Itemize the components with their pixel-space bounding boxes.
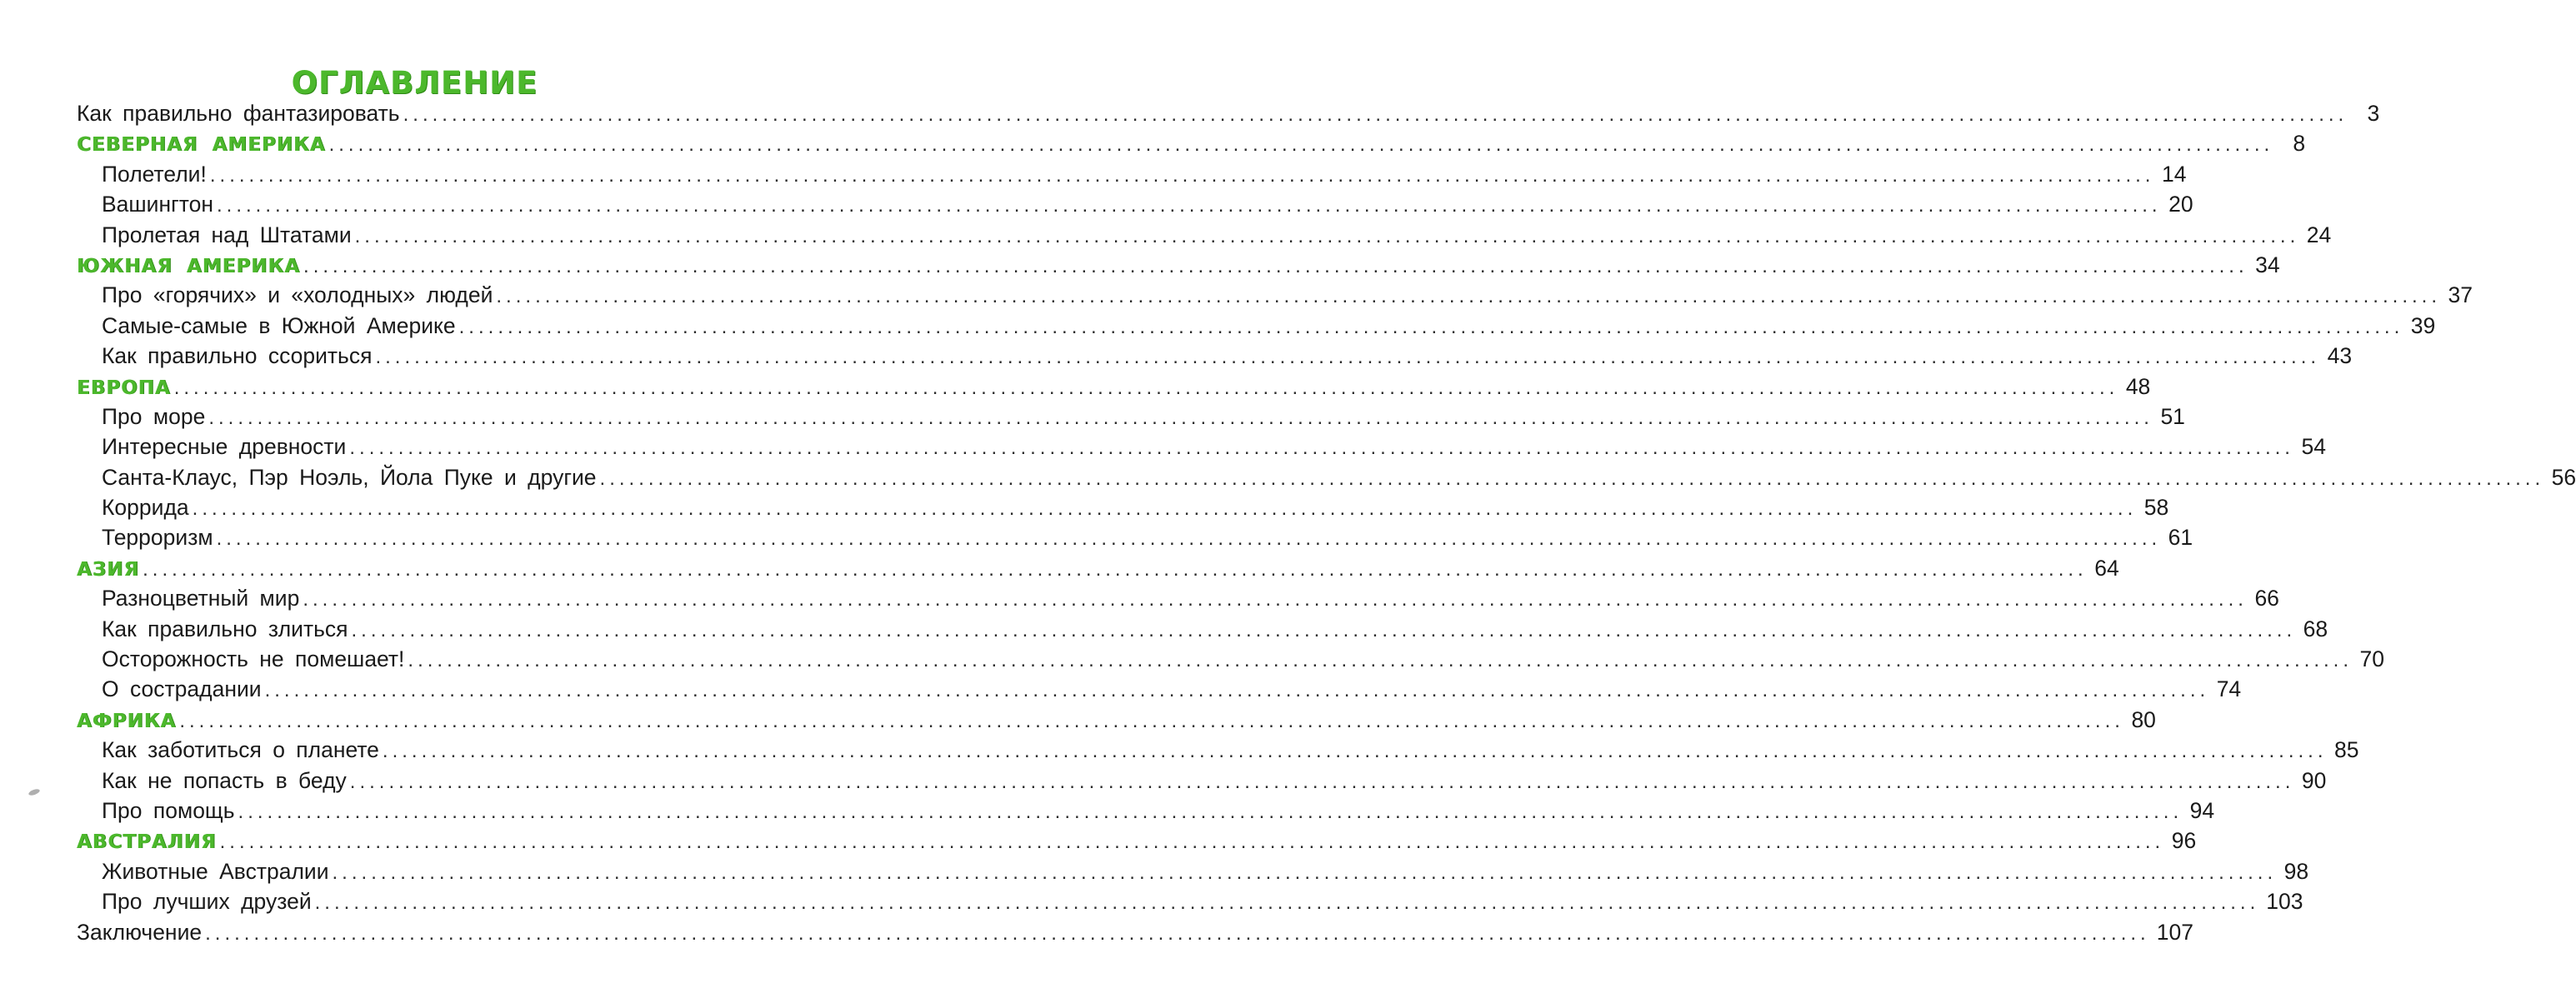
page-title: ОГЛАВЛЕНИЕ — [291, 64, 538, 101]
toc-entry-row — [77, 280, 2473, 310]
page-number: 56 — [2551, 464, 2576, 490]
toc-entry-row — [77, 220, 2332, 250]
toc-section-row — [77, 705, 2156, 735]
dot-leader: ........................................................................................................................................................................................................ — [328, 133, 2274, 157]
entry-title: Как заботиться о планете — [102, 737, 379, 763]
page-number: 90 — [2301, 767, 2327, 793]
toc-entry-row — [77, 796, 2215, 826]
page-number: 107 — [2156, 919, 2193, 945]
page-number: 66 — [2254, 586, 2279, 611]
entry-title: Животные Австралии — [102, 858, 329, 884]
toc-entry-row — [77, 402, 2185, 432]
entry-title: Разноцветный мир — [102, 586, 300, 611]
dot-leader: ........................................................................................................................................................................................................ — [238, 800, 2183, 823]
page-number: 98 — [2283, 858, 2309, 884]
entry-title: Как правильно фантазировать — [77, 101, 400, 126]
entry-title: Заключение — [77, 919, 203, 945]
page-number: 68 — [2303, 616, 2328, 641]
page-number: 37 — [2448, 282, 2473, 308]
toc-entry-row — [77, 462, 2576, 492]
section-title: СЕВЕРНАЯ АМЕРИКА — [77, 134, 326, 157]
entry-title: Как правильно ссориться — [102, 343, 373, 369]
entry-title: Полетели! — [102, 161, 207, 187]
section-title: АФРИКА — [77, 710, 177, 732]
page-number: 51 — [2160, 403, 2185, 429]
toc-entry-row — [77, 766, 2327, 796]
dot-leader: ........................................................................................................................................................................................................ — [303, 588, 2248, 611]
toc-section-row — [77, 826, 2197, 856]
toc-entry-row — [77, 674, 2242, 704]
page-number: 14 — [2161, 161, 2187, 187]
page-number: 24 — [2306, 222, 2332, 247]
dot-leader: ........................................................................................................................................................................................................ — [349, 770, 2295, 793]
toc-entry-row — [77, 886, 2303, 916]
page-number: 61 — [2168, 525, 2193, 551]
dot-leader: ........................................................................................................................................................................................................ — [143, 557, 2088, 581]
entry-title: Про лучших друзей — [102, 889, 312, 915]
page-number: 3 — [2367, 101, 2380, 126]
page-number: 20 — [2168, 192, 2193, 217]
dot-leader: ........................................................................................................................................................................................................ — [303, 254, 2248, 277]
toc-entry-row — [77, 522, 2193, 552]
page-number: 85 — [2334, 737, 2359, 763]
toc-entry-row — [77, 492, 2169, 522]
page-number: 43 — [2327, 343, 2353, 369]
toc-entry-row — [77, 311, 2436, 341]
dot-leader: ........................................................................................................................................................................................................ — [314, 891, 2260, 915]
dot-leader: ........................................................................................................................................................................................................ — [458, 315, 2404, 338]
dot-leader: ........................................................................................................................................................................................................ — [209, 163, 2155, 187]
entry-title: Вашингтон — [102, 192, 213, 217]
toc-section-row — [77, 372, 2151, 402]
page-number: 94 — [2189, 797, 2215, 823]
dot-leader: ........................................................................................................................................................................................................ — [173, 376, 2119, 399]
section-title: ЮЖНАЯ АМЕРИКА — [77, 255, 301, 277]
entry-title: Санта-Клаус, Пэр Ноэль, Йола Пуке и другие — [102, 464, 597, 490]
entry-title: О сострадании — [102, 676, 262, 702]
dot-leader: ........................................................................................................................................................................................................ — [179, 709, 2124, 732]
entry-title: Терроризм — [102, 525, 213, 551]
dot-leader: ........................................................................................................................................................................................................ — [217, 194, 2162, 217]
dot-leader: ........................................................................................................................................................................................................ — [496, 285, 2441, 308]
dot-leader: ........................................................................................................................................................................................................ — [349, 437, 2294, 460]
dot-leader: ........................................................................................................................................................................................................ — [192, 497, 2138, 521]
page-number: 54 — [2301, 434, 2326, 460]
toc-entry-row — [77, 583, 2279, 613]
page-number: 48 — [2125, 373, 2151, 399]
dot-leader: ........................................................................................................................................................................................................ — [216, 527, 2162, 551]
dot-leader: ........................................................................................................................................................................................................ — [219, 831, 2165, 854]
dot-leader: ........................................................................................................................................................................................................ — [208, 406, 2153, 429]
page-number: 74 — [2216, 676, 2242, 702]
print-speck — [28, 788, 40, 796]
section-title: АВСТРАЛИЯ — [77, 831, 217, 854]
dot-leader: ........................................................................................................................................................................................................ — [264, 679, 2210, 702]
toc-entry-row — [77, 159, 2187, 189]
page-number: 34 — [2255, 252, 2280, 277]
toc-entry-row — [77, 856, 2309, 886]
toc-entry-row — [77, 614, 2328, 644]
entry-title: Самые-самые в Южной Америке — [102, 312, 456, 338]
entry-title: Про «горячих» и «холодных» людей — [102, 282, 493, 308]
toc-section-row — [77, 128, 2306, 158]
toc-list — [77, 98, 2576, 947]
toc-entry-row — [77, 189, 2193, 219]
entry-title: Как правильно злиться — [102, 616, 348, 641]
dot-leader: ........................................................................................................................................................................................................ — [408, 649, 2353, 672]
dot-leader: ........................................................................................................................................................................................................ — [205, 921, 2150, 945]
entry-title: Осторожность не помешает! — [102, 646, 405, 672]
entry-title: Интересные древности — [102, 434, 347, 460]
toc-entry-row — [77, 341, 2353, 371]
page-number: 96 — [2171, 828, 2197, 854]
dot-leader: ........................................................................................................................................................................................................ — [382, 740, 2328, 763]
dot-leader: ........................................................................................................................................................................................................ — [403, 103, 2348, 126]
entry-title: Про море — [102, 403, 206, 429]
entry-title: Как не попасть в беду — [102, 767, 347, 793]
dot-leader: ........................................................................................................................................................................................................ — [354, 224, 2300, 247]
page-number: 80 — [2131, 706, 2156, 732]
dot-leader: ........................................................................................................................................................................................................ — [351, 618, 2297, 641]
page-number: 58 — [2143, 495, 2169, 521]
toc-section-row — [77, 250, 2280, 280]
toc-entry-row — [77, 735, 2359, 765]
entry-title: Пролетая над Штатами — [102, 222, 352, 247]
page-number: 8 — [2293, 131, 2306, 157]
toc-entry-row — [77, 644, 2385, 674]
entry-title: Коррида — [102, 495, 189, 521]
page-number: 70 — [2359, 646, 2385, 672]
page-number: 103 — [2266, 889, 2303, 915]
dot-leader: ........................................................................................................................................................................................................ — [375, 346, 2321, 369]
dot-leader: ........................................................................................................................................................................................................ — [332, 861, 2278, 884]
toc-entry-row — [77, 432, 2326, 462]
page-number: 39 — [2410, 312, 2436, 338]
toc-section-row — [77, 553, 2119, 583]
toc-entry-row — [77, 917, 2193, 947]
page-number: 64 — [2094, 555, 2119, 581]
dot-leader: ........................................................................................................................................................................................................ — [599, 467, 2545, 490]
toc-entry-row — [77, 98, 2380, 128]
section-title: АЗИЯ — [77, 558, 140, 581]
entry-title: Про помощь — [102, 797, 235, 823]
section-title: ЕВРОПА — [77, 377, 171, 399]
